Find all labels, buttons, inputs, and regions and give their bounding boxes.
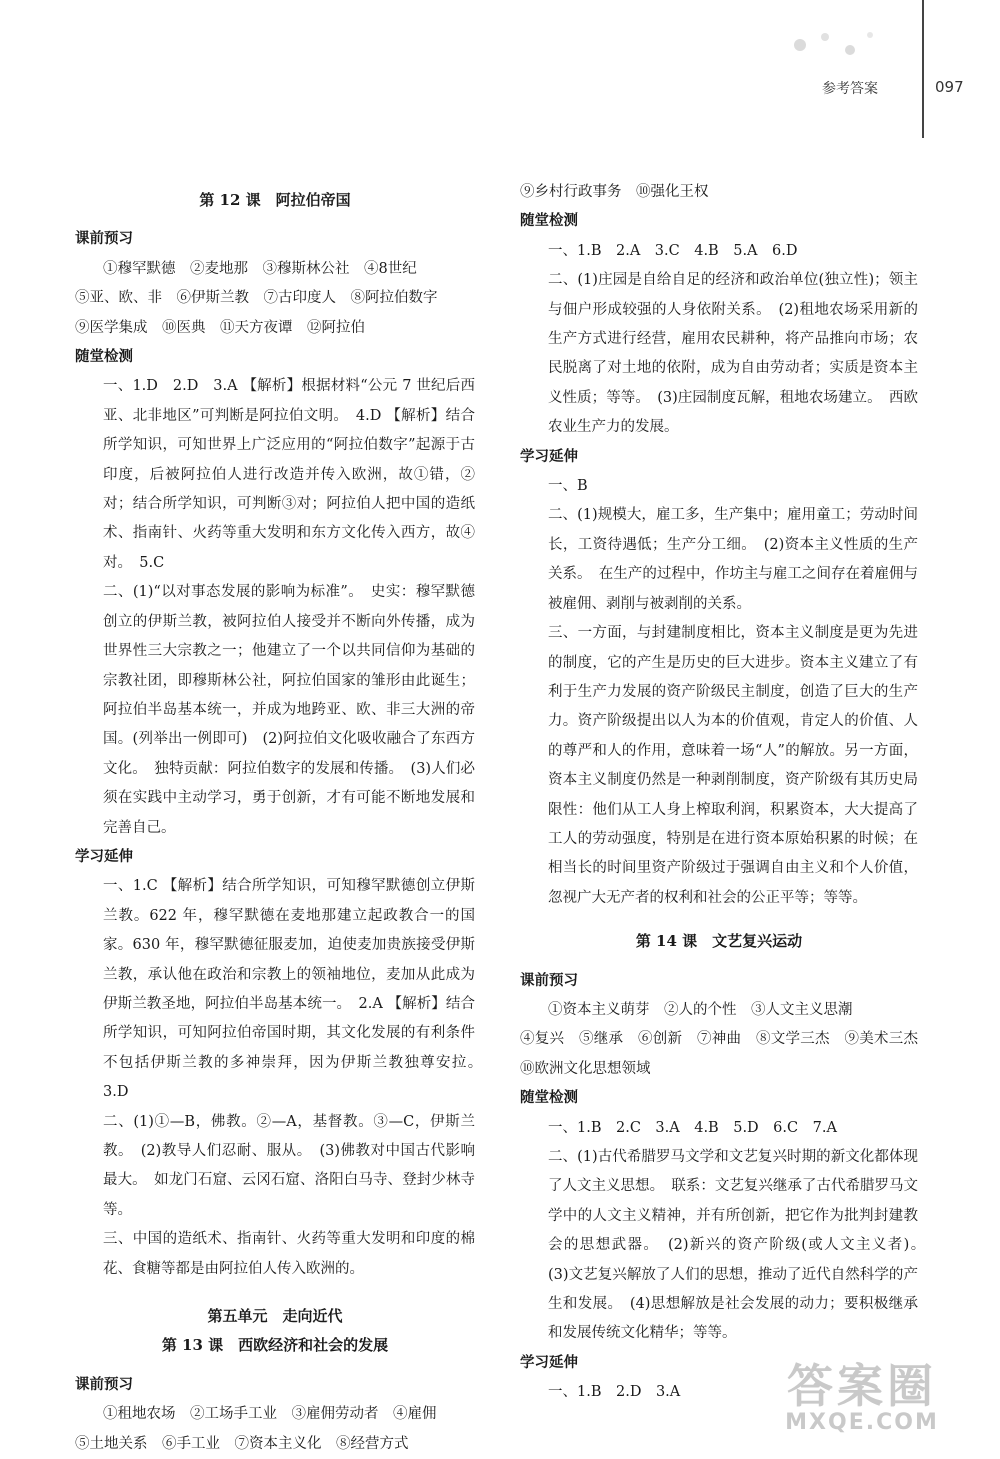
answer-paragraph: 二、(1)“以对事态发展的影响为标准”。 史实：穆罕默德创立的伊斯兰教，被阿拉伯人接受并不断向外传播，成为世界性三大宗教之一；他建立了一个以共同信仰为基础的宗教社团，即穆斯林公社，阿拉伯国家的雏形由此诞生；阿拉伯半岛基本统一，并成为地跨亚、欧、非三大洲的帝国。(列举出一例即可) (2)阿拉伯文化吸收融合了东西方文化。 独特贡献：阿拉伯数字的发展和传播。 (3)人们必须在实践中主动学习，勇于创新，才有可能不断地发展和完善自己。 xyxy=(103,584,475,836)
unit-5-title: 第五单元 走向近代 xyxy=(207,1307,343,1326)
section-heading: 随堂检测 xyxy=(75,349,133,366)
section-heading: 随堂检测 xyxy=(520,1090,578,1107)
answer-line: ⑨乡村行政事务 ⑩强化王权 xyxy=(520,184,709,200)
answer-paragraph: 二、(1)庄园是自给自足的经济和政治单位(独立性)；领主与佃户形成较强的人身依附关系。 (2)租地农场采用新的生产方式进行经营，雇用农民耕种，将产品推向市场；农民脱离了对土地的依附，成为自由劳动者；实质是资本主义性质；等等。 (3)庄园制度瓦解，租地农场建立。 西欧农业生产力的发展。 xyxy=(548,272,918,436)
lesson-14-title: 第 14 课 文艺复兴运动 xyxy=(635,932,803,951)
watermark-url: MXQE.COM xyxy=(785,1410,939,1435)
section-heading: 课前预习 xyxy=(75,1376,133,1393)
answer-paragraph: 一、1.C 【解析】结合所学知识，可知穆罕默德创立伊斯兰教。622 年，穆罕默德在麦地那建立起政教合一的国家。630 年，穆罕默德征服麦加，迫使麦加贵族接受伊斯兰教，承认他在政治和宗教上的领袖地位，麦加从此成为伊斯兰教圣地，阿拉伯半岛基本统一。 2.A 【解析】结合所学知识，可知阿拉伯帝国时期，其文化发展的有利条件不包括伊斯兰教的多神崇拜，因为伊斯兰教独尊安拉。 3.D xyxy=(103,878,490,1101)
answer-paragraph: 一、1.B 2.C 3.A 4.B 5.D 6.C 7.A xyxy=(548,1119,837,1136)
answer-line: ①租地农场 ②工场手工业 ③雇佣劳动者 ④雇佣 xyxy=(103,1406,437,1423)
answer-paragraph: 三、中国的造纸术、指南针、火药等重大发明和印度的棉花、食糖等都是由阿拉伯人传入欧洲的。 xyxy=(103,1231,475,1277)
lesson-12-title: 第 12 课 阿拉伯帝国 xyxy=(199,191,351,209)
answer-paragraph: 二、(1)①—B，佛教。②—A，基督教。③—C，伊斯兰教。 (2)教导人们忍耐、服从。 (3)佛教对中国古代影响最大。 如龙门石窟、云冈石窟、洛阳白马寺、登封少林寺等。 xyxy=(103,1113,475,1218)
answer-line: ④复兴 ⑤继承 ⑥创新 ⑦神曲 ⑧文学三杰 ⑨美术三杰 ⑩欧洲文化思想领域 xyxy=(520,1031,933,1077)
corner-stamp-mark xyxy=(770,15,890,75)
section-heading: 课前预习 xyxy=(75,231,133,248)
section-heading: 学习延伸 xyxy=(520,448,578,465)
answer-line: ⑤土地关系 ⑥手工业 ⑦资本主义化 ⑧经营方式 xyxy=(75,1435,409,1452)
page-number: 097 xyxy=(935,78,964,96)
section-heading: 课前预习 xyxy=(520,972,578,989)
header-title: 参考答案 xyxy=(822,81,878,97)
answer-paragraph: 一、1.D 2.D 3.A 【解析】根据材料“公元 7 世纪后西亚、北非地区”可判断是阿拉伯文明。 4.D 【解析】结合所学知识，可知世界上广泛应用的“阿拉伯数字”起源于古印度，后被阿拉伯人进行改造并传入欧洲，故①错，②对；结合所学知识，可判断③对；阿拉伯人把中国的造纸术、指南针、火药等重大发明和东方文化传入西方，故④对。 5.C xyxy=(103,378,475,571)
answer-paragraph: 一、1.B 2.D 3.A xyxy=(548,1384,681,1401)
watermark-logo xyxy=(742,1350,982,1440)
answer-paragraph: 二、(1)古代希腊罗马文学和文艺复兴时期的新文化都体现了人文主义思想。 联系：文艺复兴继承了古代希腊罗马文学中的人文主义精神，并有所创新，把它作为批判封建教会的思想武器。 (2)新兴的资产阶级(或人文主义者)。 (3)文艺复兴解放了人们的思想，推动了近代自然科学的产生和发展。 (4)思想解放是社会发展的动力；要积极继承和发展传统文化精华；等等。 xyxy=(548,1149,933,1342)
answer-paragraph: 二、(1)规模大，雇工多，生产集中；雇用童工；劳动时间长，工资待遇低；生产分工细。 (2)资本主义性质的生产关系。 在生产的过程中，作坊主与雇工之间存在着雇佣与被雇佣、剥削与被剥削的关系。 xyxy=(548,507,918,612)
answer-line: ①穆罕默德 ②麦地那 ③穆斯林公社 ④8世纪 xyxy=(103,260,417,277)
answer-paragraph: 一、B xyxy=(548,478,588,495)
answer-line: ⑤亚、欧、非 ⑥伊斯兰教 ⑦古印度人 ⑧阿拉伯数字 xyxy=(75,290,438,307)
answer-paragraph: 一、1.B 2.A 3.C 4.B 5.A 6.D xyxy=(548,242,798,259)
right-column xyxy=(520,178,933,1408)
lesson-13-title: 第 13 课 西欧经济和社会的发展 xyxy=(161,1336,389,1355)
section-heading: 学习延伸 xyxy=(75,848,133,865)
answer-line: ①资本主义萌芽 ②人的个性 ③人文主义思潮 xyxy=(548,1001,853,1018)
left-column xyxy=(75,182,490,1459)
watermark-text: 答案圈 xyxy=(787,1359,937,1413)
section-heading: 学习延伸 xyxy=(520,1354,578,1371)
header-divider xyxy=(922,0,924,138)
section-heading: 随堂检测 xyxy=(520,213,578,230)
answer-line: ⑨医学集成 ⑩医典 ⑪天方夜谭 ⑫阿拉伯 xyxy=(75,319,365,336)
answer-paragraph: 三、一方面，与封建制度相比，资本主义制度是更为先进的制度，它的产生是历史的巨大进步。资本主义建立了有利于生产力发展的资产阶级民主制度，创造了巨大的生产力。资产阶级提出以人为本的价值观，肯定人的价值、人的尊严和人的作用，意味着一场“人”的解放。另一方面，资本主义制度仍然是一种剥削制度，资产阶级有其历史局限性：他们从工人身上榨取利润，积累资本，大大提高了工人的劳动强度，特别是在进行资本原始积累的时候；在相当长的时间里资产阶级过于强调自由主义和个人价值，忽视广大无产者的权利和社会的公正平等；等等。 xyxy=(548,625,918,906)
